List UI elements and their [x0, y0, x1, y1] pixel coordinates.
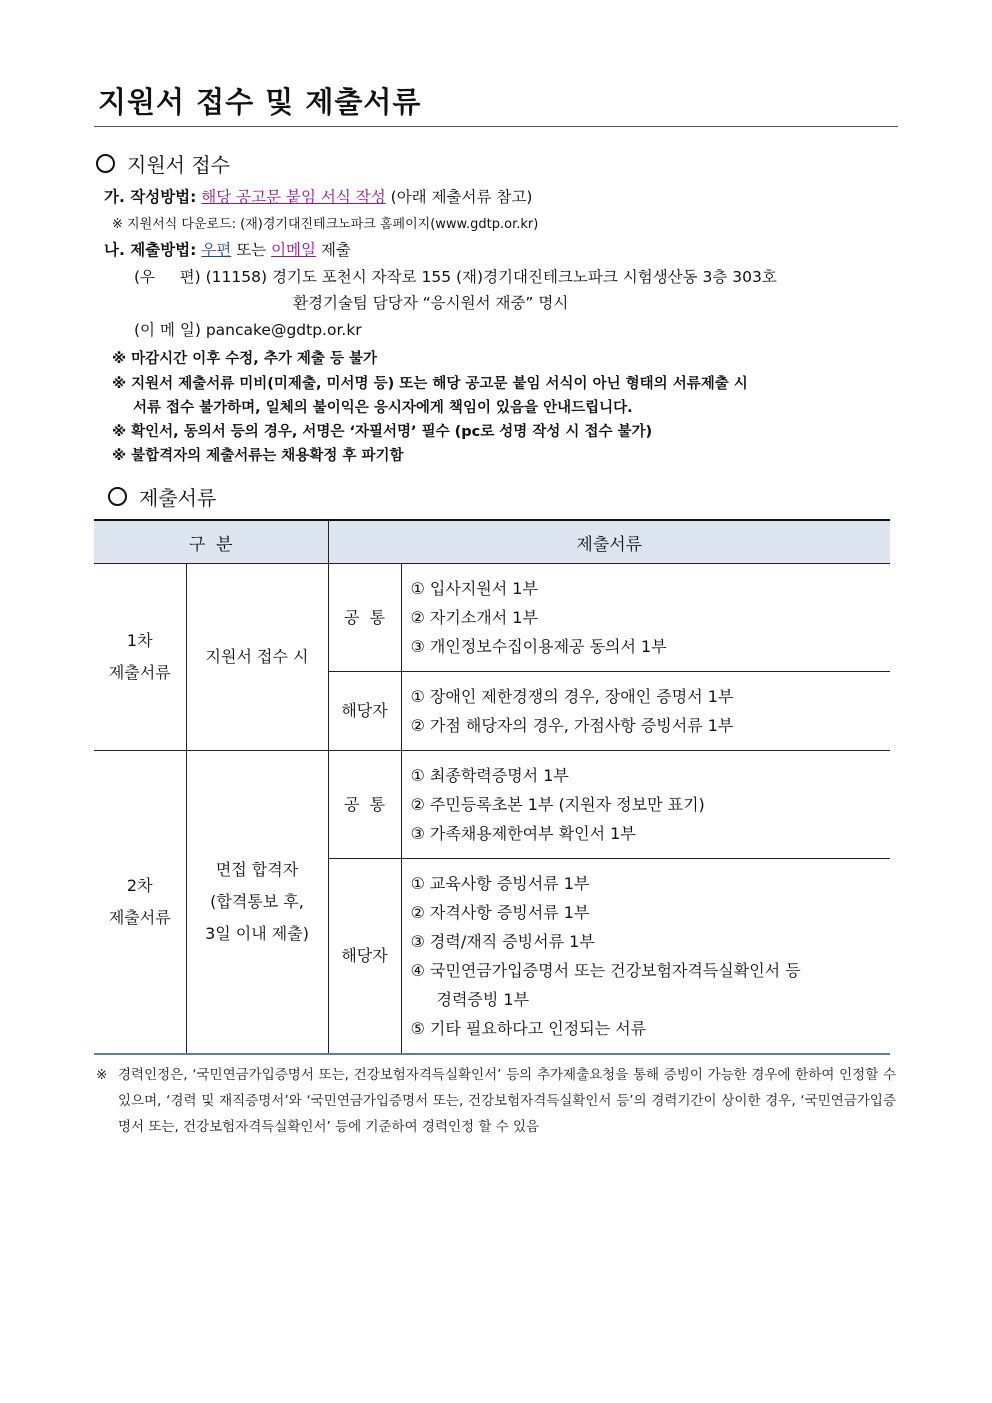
career-footnote [96, 1062, 896, 1140]
round1-common-items [401, 564, 890, 672]
list-item: ⑤ 기타 필요하다고 인정되는 서류 [410, 1019, 647, 1038]
title-divider [94, 126, 898, 127]
round1-common-label: 공 통 [328, 564, 401, 672]
header-documents: 제출서류 [328, 520, 890, 564]
post-address-line2: 환경기술팀 담당자 “응시원서 재중” 명시 [293, 294, 569, 312]
notice-signature: ※ 확인서, 동의서 등의 경우, 서명은 ‘자필서명’ 필수 (pc로 성명 작성 시 접수 불가) [112, 424, 653, 440]
footnote-text: 경력인정은, ‘국민연금가입증명서 또는, 건강보험자격득실확인서’ 등의 추가제출요청을 통해 증빙이 가능한 경우에 한하여 인정할 수 있으며, ‘경력 및 재직증명서’와 ‘국민연금가입증명서 또는, 건강보험자격득실확인서 등’의 경력기간이 상이한 경우, ‘국민연금가입증명서 또는, 건강보험자격득실확인서’ 등에 기준하여 경력인정 할 수 있음 [118, 1067, 896, 1135]
submit-label: 나. 제출방법: [104, 241, 197, 259]
submit-post-link[interactable]: 우편 [201, 241, 232, 259]
submit-method-line [104, 238, 351, 260]
round2-applicable-items [401, 859, 890, 1055]
notice-deadline: ※ 마감시간 이후 수정, 추가 제출 등 불가 [112, 351, 378, 367]
post-line [134, 265, 777, 287]
email-line [134, 318, 362, 340]
round2-applicable-label: 해당자 [328, 859, 401, 1055]
round2-label: 2차 제출서류 [94, 751, 186, 1055]
list-item: ③ 경력/재직 증빙서류 1부 [410, 932, 595, 951]
round1-applicable-items [401, 672, 890, 751]
list-item: ② 자격사항 증빙서류 1부 [410, 903, 590, 922]
list-item: ① 입사지원서 1부 [410, 579, 538, 598]
circle-bullet-icon [108, 487, 127, 506]
table-row [94, 564, 890, 672]
method-line [104, 185, 532, 207]
table-row [94, 751, 890, 859]
round1-applicable-label: 해당자 [328, 672, 401, 751]
method-label: 가. 작성방법: [104, 188, 197, 206]
round2-common-items [401, 751, 890, 859]
email-value[interactable]: pancake@gdtp.or.kr [205, 321, 362, 339]
notice-incomplete: ※ 지원서 제출서류 미비(미제출, 미서명 등) 또는 해당 공고문 붙임 서식이 아닌 형태의 서류제출 시 [112, 376, 748, 392]
round1-when: 지원서 접수 시 [186, 564, 328, 751]
list-item: ③ 개인정보수집이용제공 동의서 1부 [410, 637, 667, 656]
list-item: ① 장애인 제한경쟁의 경우, 장애인 증명서 1부 [410, 687, 734, 706]
list-item: ① 교육사항 증빙서류 1부 [410, 874, 590, 893]
section-heading-application: 지원서 접수 [96, 149, 230, 178]
list-item: ② 가점 해당자의 경우, 가점사항 증빙서류 1부 [410, 716, 734, 735]
header-category: 구 분 [94, 520, 328, 564]
footnote-mark: ※ [96, 1067, 108, 1083]
email-label: (이 메 일) [134, 321, 201, 339]
notice-incomplete-cont: 서류 접수 불가하며, 일체의 불이익은 응시자에게 책임이 있음을 안내드립니다. [133, 400, 633, 416]
post-label: (우 편) [134, 268, 201, 286]
page-title: 지원서 접수 및 제출서류 [98, 85, 422, 119]
submit-or: 또는 [236, 241, 267, 259]
post-address: (11158) 경기도 포천시 자작로 155 (재)경기대진테크노파크 시험생산동 3층 303호 [205, 268, 777, 286]
method-link[interactable]: 해당 공고문 붙임 서식 작성 [201, 188, 386, 206]
list-item: ③ 가족채용제한여부 확인서 1부 [410, 824, 636, 843]
list-item: ② 주민등록초본 1부 (지원자 정보만 표기) [410, 795, 705, 814]
section-heading-documents: 제출서류 [108, 482, 216, 511]
circle-bullet-icon [96, 154, 115, 173]
download-note: ※ 지원서식 다운로드: (재)경기대진테크노파크 홈페이지(www.gdtp.or.kr) [112, 217, 539, 232]
method-note: (아래 제출서류 참고) [390, 188, 533, 206]
notice-disposal: ※ 불합격자의 제출서류는 채용확정 후 파기함 [112, 448, 404, 464]
documents-table [94, 519, 890, 1055]
round2-when: 면접 합격자 (합격통보 후, 3일 이내 제출) [186, 751, 328, 1055]
list-item: ④ 국민연금가입증명서 또는 건강보험자격득실확인서 등 [410, 961, 801, 980]
round1-label: 1차 제출서류 [94, 564, 186, 751]
list-item: ① 최종학력증명서 1부 [410, 766, 569, 785]
submit-suffix: 제출 [320, 241, 351, 259]
round2-common-label: 공 통 [328, 751, 401, 859]
submit-email-link[interactable]: 이메일 [271, 241, 316, 259]
list-item-continuation: 경력증빙 1부 [436, 990, 530, 1009]
list-item: ② 자기소개서 1부 [410, 608, 538, 627]
table-header-row [94, 520, 890, 564]
